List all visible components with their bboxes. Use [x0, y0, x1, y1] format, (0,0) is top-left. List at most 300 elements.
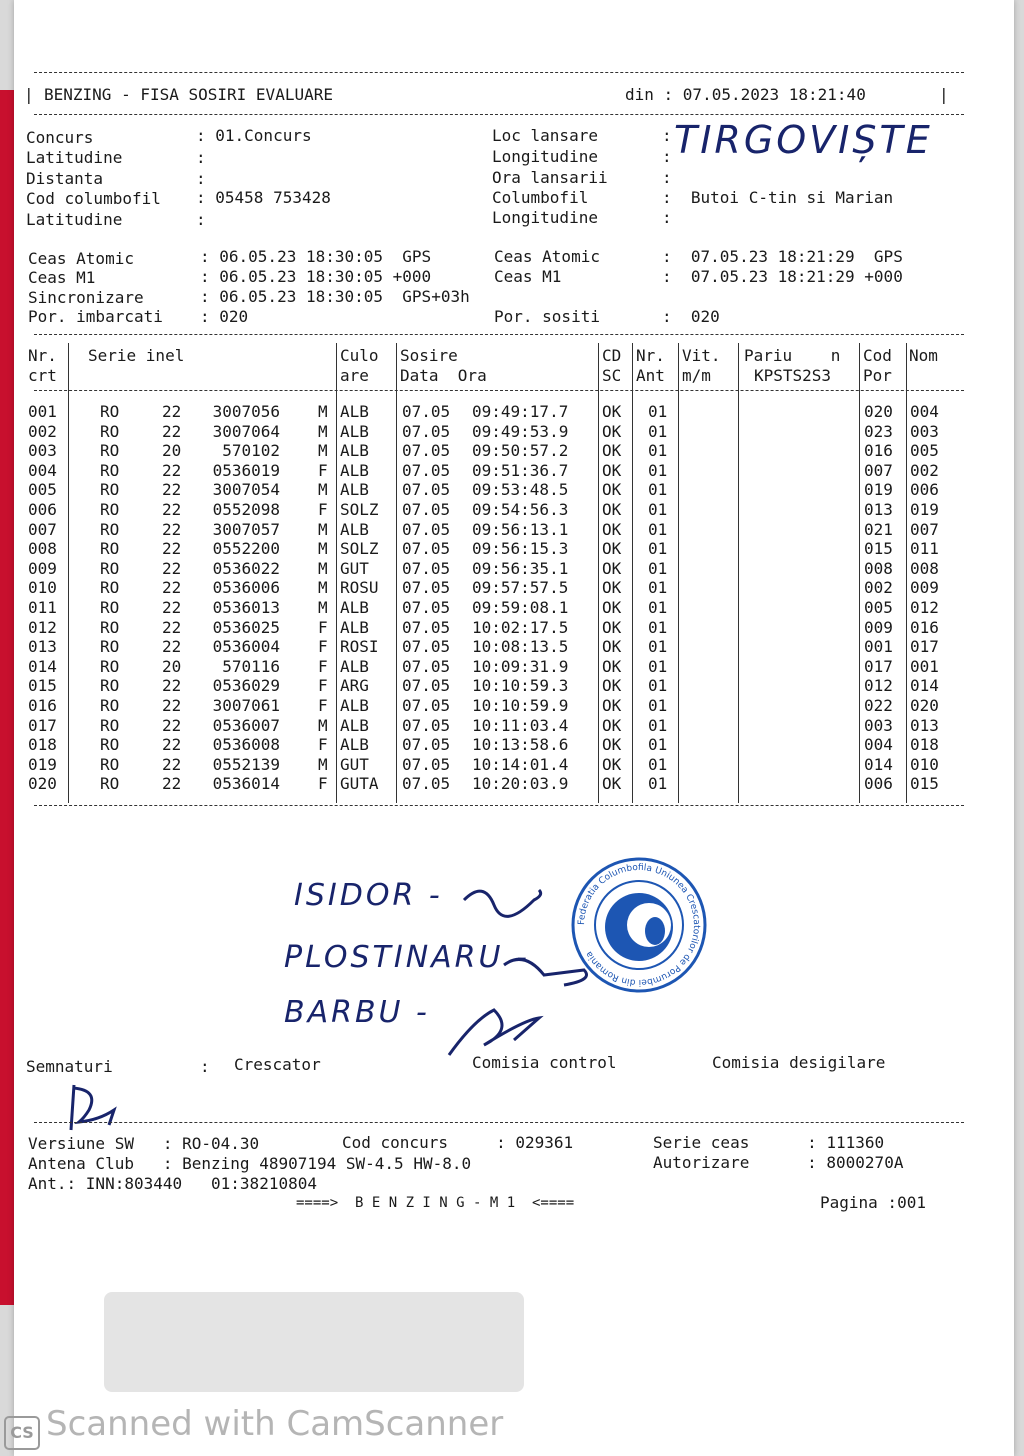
col-header-vit-sub: m/m — [682, 366, 711, 385]
cell-date: 07.05 — [402, 519, 451, 539]
cell-sex: F — [318, 656, 328, 676]
cell-color: ALB — [340, 441, 369, 461]
cell-cod: 008 — [864, 558, 893, 578]
cell-country: RO — [100, 460, 120, 480]
cell-nr: 010 — [28, 578, 57, 598]
cell-country: RO — [100, 617, 120, 637]
cell-time: 09:56:15.3 — [472, 539, 569, 559]
device-banner: ====> B E N Z I N G - M 1 <==== — [296, 1195, 575, 1211]
federation-stamp — [569, 855, 709, 995]
cell-color: ARG — [340, 676, 369, 696]
document-title: BENZING - FISA SOSIRI EVALUARE — [44, 85, 333, 104]
cell-time: 10:14:01.4 — [472, 754, 569, 774]
header-top-rule — [34, 72, 964, 73]
cell-nom: 006 — [910, 480, 939, 500]
software-version: Versiune SW : RO-04.30 — [28, 1134, 260, 1153]
table-row — [14, 539, 1014, 559]
cell-time: 09:49:17.7 — [472, 402, 569, 421]
cell-sex: M — [318, 539, 328, 559]
clock-value: : 06.05.23 18:30:05 GPS+03h — [200, 287, 470, 306]
cell-antenna: 01 — [648, 402, 668, 421]
cell-nr: 020 — [28, 774, 57, 794]
cell-ring: 0536025 — [212, 617, 280, 637]
cell-cod: 001 — [864, 637, 893, 657]
cell-country: RO — [100, 735, 120, 755]
cell-ring: 0536006 — [212, 578, 280, 598]
cell-nom: 015 — [910, 774, 939, 794]
cell-nr: 009 — [28, 558, 57, 578]
cell-date: 07.05 — [402, 421, 451, 441]
cell-date: 07.05 — [402, 617, 451, 637]
cell-ring: 570116 — [222, 656, 280, 676]
cell-nom: 009 — [910, 578, 939, 598]
cell-cod: 007 — [864, 460, 893, 480]
cell-sex: M — [318, 754, 328, 774]
table-row — [14, 520, 1014, 540]
table-row — [14, 676, 1014, 696]
cell-nr: 013 — [28, 637, 57, 657]
col-header-vit: Vit. — [682, 346, 721, 365]
table-row — [14, 441, 1014, 461]
info-label: Distanta — [26, 169, 104, 188]
cell-antenna: 01 — [648, 578, 668, 598]
cell-cdsc: OK — [602, 617, 622, 637]
info-value: : — [662, 168, 672, 187]
cell-cod: 021 — [864, 519, 893, 539]
redacted-area — [104, 1292, 524, 1392]
footer-top-rule — [34, 1122, 964, 1123]
cell-sex: M — [318, 578, 328, 598]
info-label: Longitudine — [492, 208, 598, 227]
clock-value: : 07.05.23 18:21:29 GPS — [662, 247, 903, 266]
cell-nr: 016 — [28, 696, 57, 715]
cell-cod: 009 — [864, 617, 893, 637]
cell-time: 10:10:59.3 — [472, 676, 569, 696]
cell-nom: 013 — [910, 715, 939, 735]
cell-nr: 003 — [28, 441, 57, 461]
cell-cdsc: OK — [602, 500, 622, 519]
cell-nr: 001 — [28, 402, 57, 421]
table-row — [14, 657, 1014, 677]
cell-nom: 004 — [910, 402, 939, 421]
info-label: Loc lansare — [492, 126, 598, 145]
table-row — [14, 774, 1014, 794]
cell-nr: 006 — [28, 500, 57, 519]
cell-cod: 020 — [864, 402, 893, 421]
camscanner-logo: CS — [4, 1416, 40, 1450]
cell-country: RO — [100, 754, 120, 774]
cell-antenna: 01 — [648, 598, 668, 617]
camscanner-text: Scanned with CamScanner — [46, 1404, 504, 1444]
table-row — [14, 716, 1014, 736]
cell-year: 22 — [162, 696, 182, 715]
table-row — [14, 735, 1014, 755]
cell-time: 09:51:36.7 — [472, 460, 569, 480]
cell-ring: 0536007 — [212, 715, 280, 735]
printout-sheet — [14, 0, 1014, 1456]
cell-year: 22 — [162, 598, 182, 617]
cell-color: ALB — [340, 656, 369, 676]
col-header-nr: Nr. — [28, 346, 57, 365]
clock-value: : 07.05.23 18:21:29 +000 — [662, 267, 903, 286]
col-header-pariu-sub: KPSTS2S3 — [754, 366, 832, 385]
cell-sex: F — [318, 676, 328, 696]
cell-time: 10:02:17.5 — [472, 617, 569, 637]
cell-country: RO — [100, 441, 120, 461]
cell-year: 22 — [162, 500, 182, 519]
header-right-bar: | — [939, 85, 949, 104]
cell-ring: 0536014 — [212, 774, 280, 794]
cell-nr: 014 — [28, 656, 57, 676]
cell-cod: 023 — [864, 421, 893, 441]
cell-year: 22 — [162, 578, 182, 598]
fancier-name: : Butoi C-tin si Marian — [662, 188, 894, 207]
birds-basketed: : 020 — [200, 307, 249, 326]
clock-label: Ceas Atomic — [28, 249, 134, 268]
antenna-info: Ant.: INN:803440 01:38210804 — [28, 1174, 317, 1193]
cell-ring: 0536029 — [212, 676, 280, 696]
table-row — [14, 696, 1014, 716]
cell-nom: 014 — [910, 676, 939, 696]
cell-time: 09:54:56.3 — [472, 500, 569, 519]
table-row — [14, 500, 1014, 520]
cell-nr: 019 — [28, 754, 57, 774]
cell-nr: 007 — [28, 519, 57, 539]
cell-country: RO — [100, 656, 120, 676]
cell-sex: M — [318, 558, 328, 578]
cell-sex: M — [318, 480, 328, 500]
handwritten-name: PLOSTINARU - — [284, 940, 530, 975]
cell-year: 20 — [162, 656, 182, 676]
breeder-code: : 05458 753428 — [196, 188, 331, 207]
cell-cod: 005 — [864, 598, 893, 617]
cell-color: SOLZ — [340, 539, 379, 559]
cell-ring: 570102 — [222, 441, 280, 461]
cell-date: 07.05 — [402, 715, 451, 735]
cell-cod: 015 — [864, 539, 893, 559]
cell-antenna: 01 — [648, 558, 668, 578]
cell-color: ROSU — [340, 578, 379, 598]
stamp-text: Federatia Columbofila Uniunea Crescatorilor de Porumbei din Romania — [576, 862, 702, 988]
col-header-culoare: Culo — [340, 346, 379, 365]
cell-time: 10:09:31.9 — [472, 656, 569, 676]
cell-nom: 017 — [910, 637, 939, 657]
cell-year: 22 — [162, 519, 182, 539]
info-label: Longitudine — [492, 147, 598, 166]
cell-color: GUT — [340, 754, 369, 774]
clock-label: Por. sositi — [494, 307, 600, 326]
cell-nom: 020 — [910, 696, 939, 715]
info-value: : 01.Concurs — [196, 126, 312, 145]
cell-sex: M — [318, 715, 328, 735]
col-header-nom: Nom — [909, 346, 938, 365]
cell-nr: 017 — [28, 715, 57, 735]
cell-color: GUT — [340, 558, 369, 578]
cell-country: RO — [100, 421, 120, 441]
cell-nom: 011 — [910, 539, 939, 559]
table-row — [14, 402, 1014, 422]
cell-year: 22 — [162, 460, 182, 480]
cell-color: ALB — [340, 519, 369, 539]
cell-antenna: 01 — [648, 754, 668, 774]
cell-nr: 005 — [28, 480, 57, 500]
cell-color: SOLZ — [340, 500, 379, 519]
cell-date: 07.05 — [402, 774, 451, 794]
cell-sex: F — [318, 460, 328, 480]
cell-nom: 003 — [910, 421, 939, 441]
cell-nom: 018 — [910, 735, 939, 755]
clock-label: Ceas M1 — [494, 267, 562, 286]
cell-antenna: 01 — [648, 715, 668, 735]
handwritten-name: BARBU - — [284, 995, 430, 1030]
col-header-culoare-sub: are — [340, 366, 369, 385]
cell-date: 07.05 — [402, 558, 451, 578]
table-row — [14, 618, 1014, 638]
club-antenna: Antena Club : Benzing 48907194 SW-4.5 HW-8.0 — [28, 1154, 472, 1173]
cell-antenna: 01 — [648, 500, 668, 519]
clock-label: Ceas Atomic — [494, 247, 600, 266]
cell-cod: 012 — [864, 676, 893, 696]
cell-year: 22 — [162, 421, 182, 441]
cell-antenna: 01 — [648, 519, 668, 539]
cell-year: 20 — [162, 441, 182, 461]
cell-ring: 3007056 — [212, 402, 280, 421]
cell-cod: 016 — [864, 441, 893, 461]
info-label: Cod columbofil — [26, 189, 161, 208]
cell-nom: 008 — [910, 558, 939, 578]
col-header-sosire-sub: Data Ora — [400, 366, 487, 385]
cell-country: RO — [100, 696, 120, 715]
cell-cdsc: OK — [602, 402, 622, 421]
cell-cod: 002 — [864, 578, 893, 598]
cell-color: ALB — [340, 617, 369, 637]
cell-sex: M — [318, 421, 328, 441]
cell-date: 07.05 — [402, 735, 451, 755]
cell-cdsc: OK — [602, 735, 622, 755]
cell-year: 22 — [162, 402, 182, 421]
cell-cdsc: OK — [602, 696, 622, 715]
cell-nr: 008 — [28, 539, 57, 559]
cell-cdsc: OK — [602, 519, 622, 539]
cell-ring: 3007061 — [212, 696, 280, 715]
cell-antenna: 01 — [648, 696, 668, 715]
table-row — [14, 755, 1014, 775]
cell-ring: 0536019 — [212, 460, 280, 480]
cell-date: 07.05 — [402, 539, 451, 559]
cell-time: 10:13:58.6 — [472, 735, 569, 755]
cell-color: GUTA — [340, 774, 379, 794]
cell-antenna: 01 — [648, 539, 668, 559]
clock-value: : 06.05.23 18:30:05 +000 — [200, 267, 432, 286]
breeder-signature — [59, 1080, 139, 1140]
cell-nr: 011 — [28, 598, 57, 617]
cell-sex: F — [318, 500, 328, 519]
cell-date: 07.05 — [402, 676, 451, 696]
clock-value: : 06.05.23 18:30:05 GPS — [200, 247, 432, 266]
cell-country: RO — [100, 480, 120, 500]
cell-color: ALB — [340, 735, 369, 755]
cell-year: 22 — [162, 637, 182, 657]
cell-date: 07.05 — [402, 441, 451, 461]
cell-time: 09:57:57.5 — [472, 578, 569, 598]
col-header-nr-sub: crt — [28, 366, 57, 385]
header-bottom-rule — [34, 114, 964, 115]
cell-year: 22 — [162, 715, 182, 735]
info-label: Ora lansarii — [492, 168, 608, 187]
cell-cdsc: OK — [602, 480, 622, 500]
cell-time: 09:50:57.2 — [472, 441, 569, 461]
cell-sex: F — [318, 696, 328, 715]
info-value: : — [662, 208, 672, 227]
cell-cdsc: OK — [602, 578, 622, 598]
cell-ring: 0536013 — [212, 598, 280, 617]
cell-ring: 0552139 — [212, 754, 280, 774]
cell-date: 07.05 — [402, 460, 451, 480]
cell-country: RO — [100, 578, 120, 598]
cell-country: RO — [100, 558, 120, 578]
cell-country: RO — [100, 402, 120, 421]
cell-sex: F — [318, 774, 328, 794]
cell-country: RO — [100, 637, 120, 657]
table-row — [14, 559, 1014, 579]
cell-antenna: 01 — [648, 676, 668, 696]
cell-year: 22 — [162, 558, 182, 578]
table-row — [14, 598, 1014, 618]
cell-nr: 015 — [28, 676, 57, 696]
cell-antenna: 01 — [648, 460, 668, 480]
cell-color: ROSI — [340, 637, 379, 657]
col-header-cod-sub: Por — [863, 366, 892, 385]
cell-year: 22 — [162, 676, 182, 696]
cell-ring: 0536022 — [212, 558, 280, 578]
handwritten-release-location: TIRGOVIȘTE — [674, 118, 933, 162]
cell-ring: 0552098 — [212, 500, 280, 519]
col-header-ant: Nr. — [636, 346, 665, 365]
cell-cdsc: OK — [602, 715, 622, 735]
info-label: Latitudine — [26, 148, 123, 167]
info-value: : — [196, 148, 206, 167]
cell-cod: 017 — [864, 656, 893, 676]
cell-color: ALB — [340, 696, 369, 715]
cell-antenna: 01 — [648, 774, 668, 794]
cell-country: RO — [100, 774, 120, 794]
info-value: : — [196, 169, 206, 188]
table-row — [14, 461, 1014, 481]
cell-nom: 010 — [910, 754, 939, 774]
cell-time: 09:49:53.9 — [472, 421, 569, 441]
cell-year: 22 — [162, 754, 182, 774]
cell-nr: 002 — [28, 421, 57, 441]
cell-cod: 003 — [864, 715, 893, 735]
cell-ring: 0552200 — [212, 539, 280, 559]
cell-cod: 006 — [864, 774, 893, 794]
header-left-bar: | — [24, 85, 34, 104]
cell-cdsc: OK — [602, 676, 622, 696]
cell-ring: 3007064 — [212, 421, 280, 441]
table-row — [14, 422, 1014, 442]
cell-antenna: 01 — [648, 441, 668, 461]
cell-country: RO — [100, 676, 120, 696]
table-bottom-rule — [34, 805, 964, 806]
cell-time: 10:10:59.9 — [472, 696, 569, 715]
cell-ring: 3007057 — [212, 519, 280, 539]
cell-date: 07.05 — [402, 500, 451, 519]
cell-cod: 022 — [864, 696, 893, 715]
cell-country: RO — [100, 500, 120, 519]
cell-year: 22 — [162, 539, 182, 559]
cell-time: 09:56:13.1 — [472, 519, 569, 539]
cell-time: 09:59:08.1 — [472, 598, 569, 617]
cell-year: 22 — [162, 735, 182, 755]
print-date: din : 07.05.2023 18:21:40 — [625, 85, 866, 104]
cell-cdsc: OK — [602, 558, 622, 578]
cell-cdsc: OK — [602, 421, 622, 441]
cell-country: RO — [100, 715, 120, 735]
cell-date: 07.05 — [402, 637, 451, 657]
cell-cdsc: OK — [602, 539, 622, 559]
cell-ring: 3007054 — [212, 480, 280, 500]
cell-sex: M — [318, 519, 328, 539]
cell-ring: 0536004 — [212, 637, 280, 657]
page-number: Pagina :001 — [820, 1193, 926, 1212]
clock-label: Ceas M1 — [28, 268, 96, 287]
cell-antenna: 01 — [648, 617, 668, 637]
cell-sex: F — [318, 617, 328, 637]
cell-color: ALB — [340, 421, 369, 441]
col-header-cod: Cod — [863, 346, 892, 365]
cell-color: ALB — [340, 460, 369, 480]
cell-color: ALB — [340, 402, 369, 421]
cell-year: 22 — [162, 617, 182, 637]
cell-time: 10:11:03.4 — [472, 715, 569, 735]
cell-time: 10:20:03.9 — [472, 774, 569, 794]
cell-country: RO — [100, 598, 120, 617]
cell-cod: 014 — [864, 754, 893, 774]
info-label: Concurs — [26, 128, 94, 147]
cell-antenna: 01 — [648, 421, 668, 441]
cell-nr: 004 — [28, 460, 57, 480]
info-label: Columbofil — [492, 188, 589, 207]
cell-date: 07.05 — [402, 578, 451, 598]
cell-date: 07.05 — [402, 754, 451, 774]
cell-antenna: 01 — [648, 637, 668, 657]
cell-cdsc: OK — [602, 598, 622, 617]
cell-date: 07.05 — [402, 696, 451, 715]
table-row — [14, 480, 1014, 500]
info-value: : — [196, 210, 206, 229]
cell-color: ALB — [340, 715, 369, 735]
col-header-cd-sub: SC — [602, 366, 622, 385]
cell-cdsc: OK — [602, 754, 622, 774]
cell-nom: 016 — [910, 617, 939, 637]
info-value: : — [662, 126, 672, 145]
cell-time: 10:08:13.5 — [472, 637, 569, 657]
col-header-ant-sub: Ant — [636, 366, 665, 385]
cell-nr: 018 — [28, 735, 57, 755]
cell-cod: 019 — [864, 480, 893, 500]
cell-nom: 012 — [910, 598, 939, 617]
clock-label: Por. imbarcati — [28, 307, 163, 326]
cell-date: 07.05 — [402, 480, 451, 500]
contest-code: Cod concurs : 029361 — [342, 1133, 574, 1152]
cell-sex: F — [318, 735, 328, 755]
cell-antenna: 01 — [648, 735, 668, 755]
cell-date: 07.05 — [402, 656, 451, 676]
cell-year: 22 — [162, 480, 182, 500]
cell-nom: 002 — [910, 460, 939, 480]
table-row — [14, 637, 1014, 657]
col-header-serie: Serie inel — [88, 346, 185, 365]
